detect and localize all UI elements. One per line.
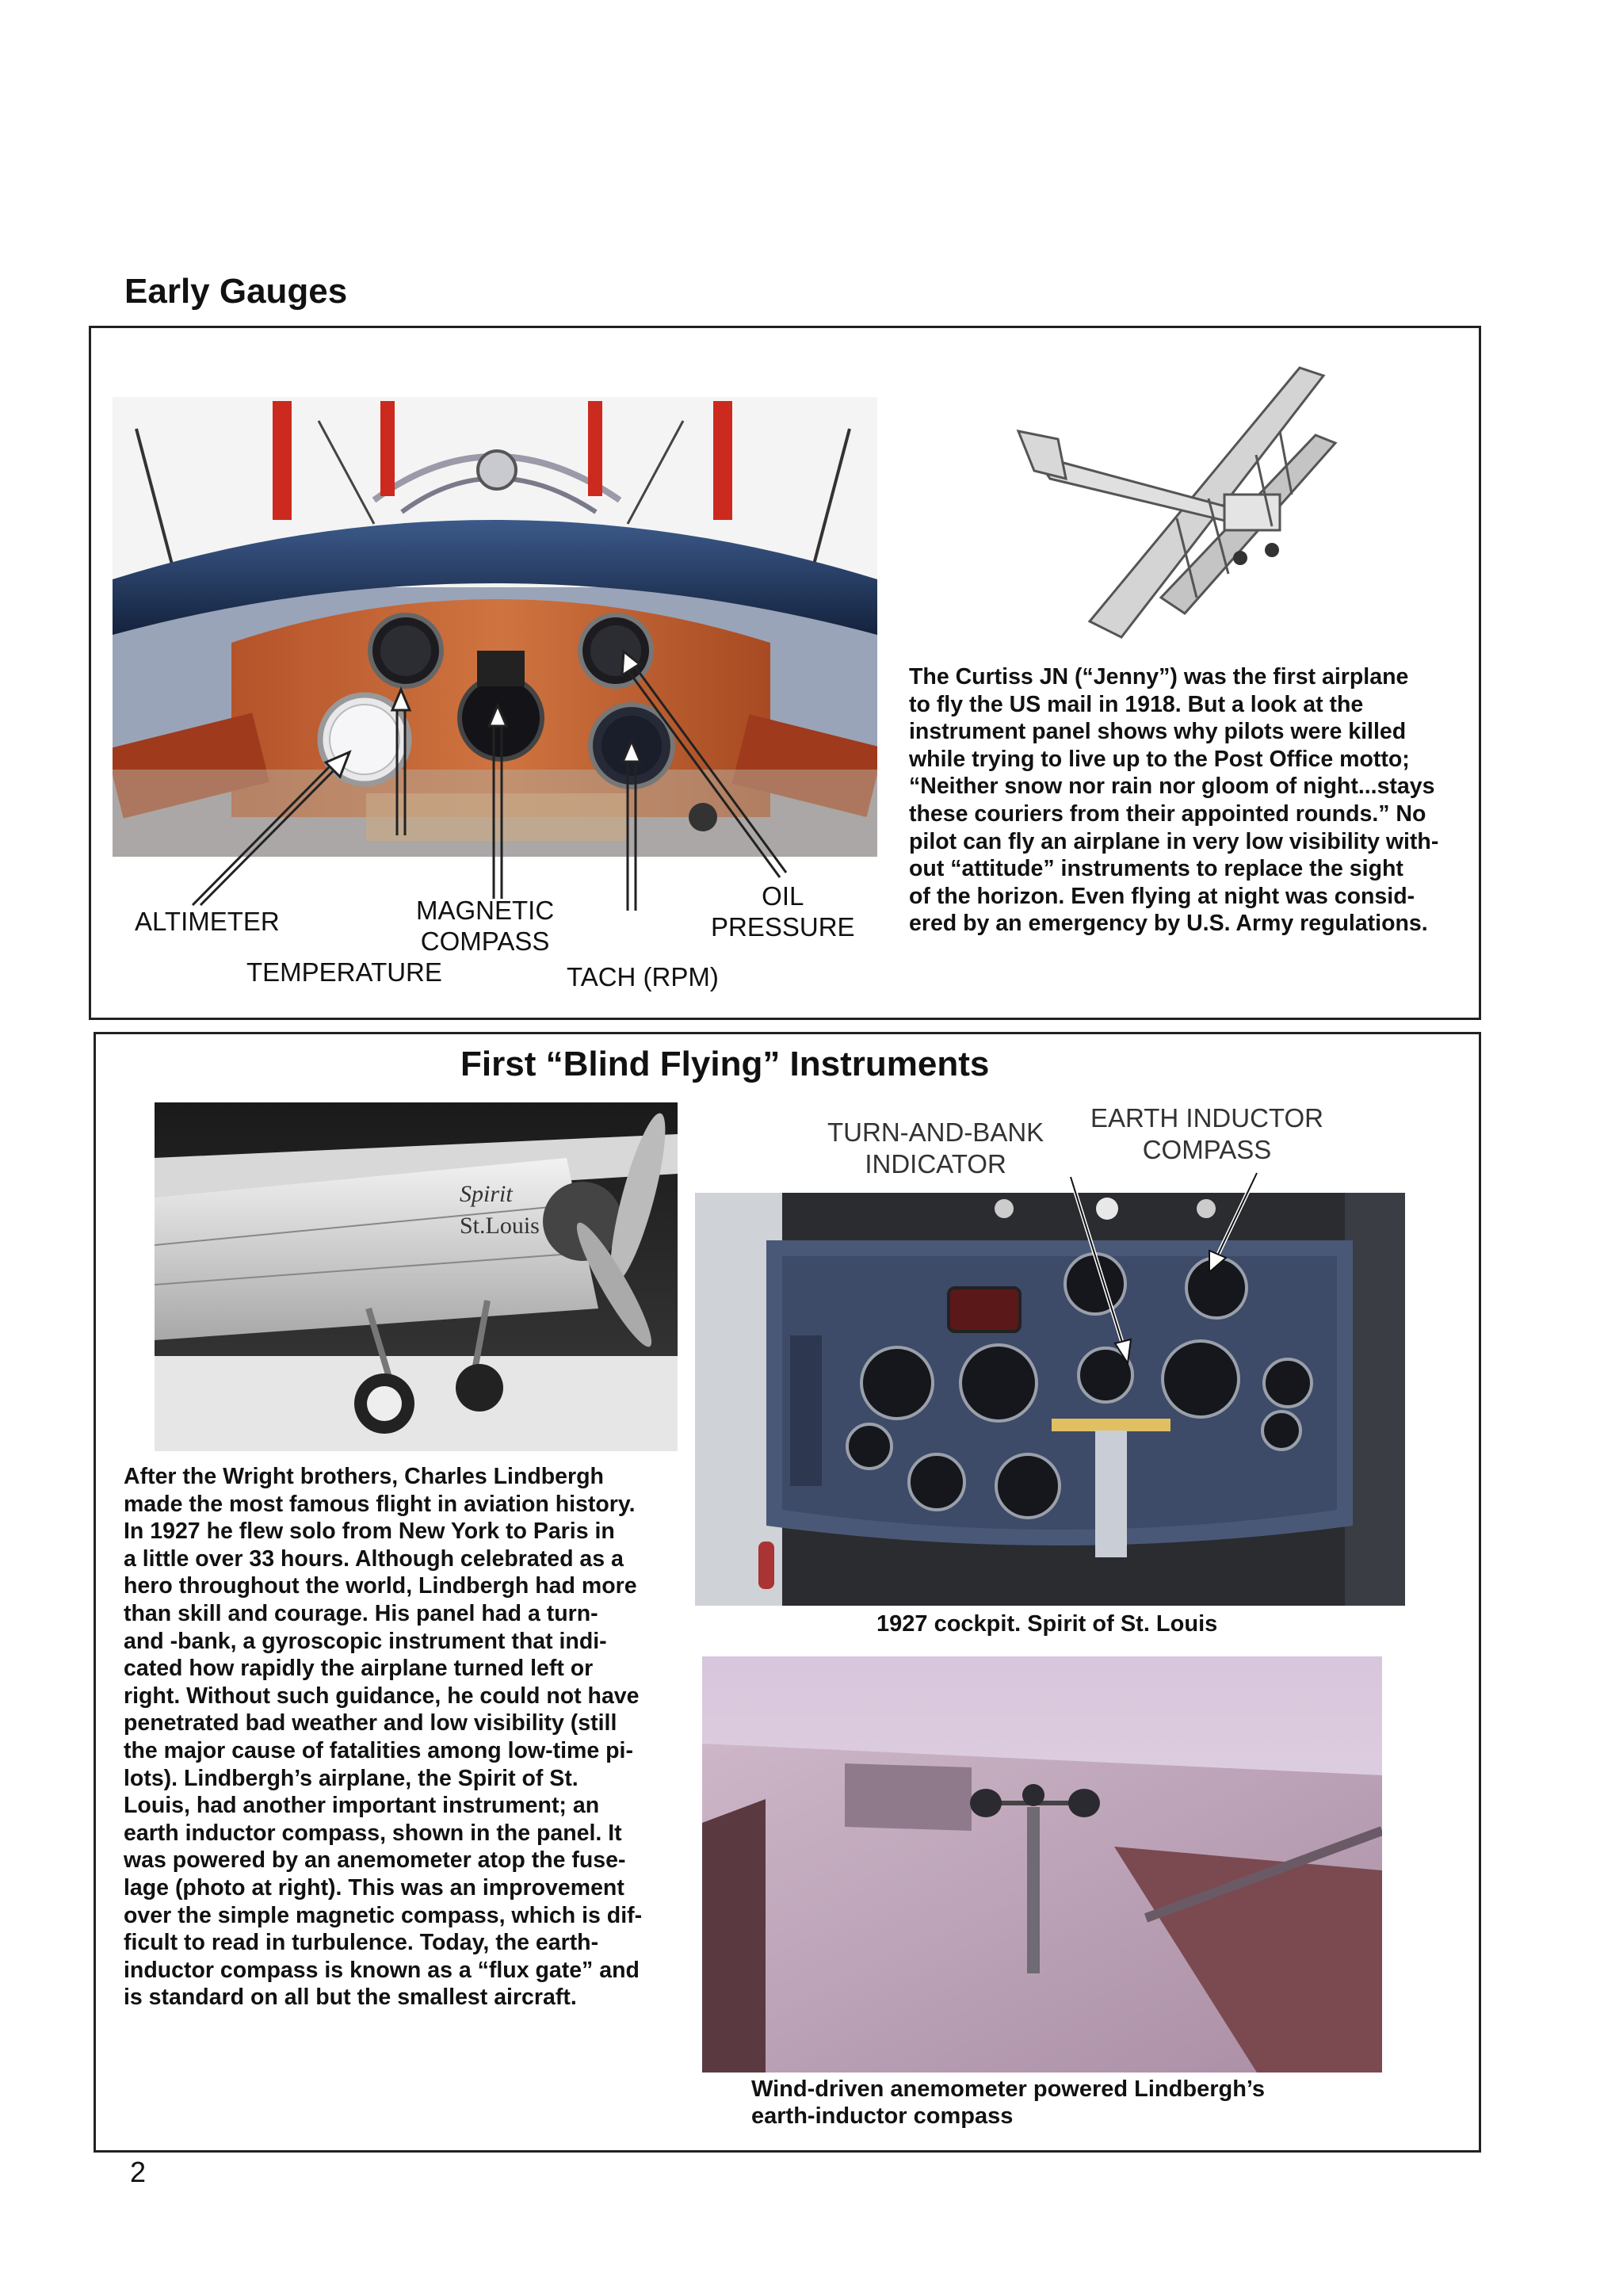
lindbergh-text-line: lage (photo at right). This was an improvement [124,1874,624,1901]
jenny-text-line: The Curtiss JN (“Jenny”) was the first airplane [909,664,1409,690]
label-turn-and-bank-line1: TURN-AND-BANK [827,1117,1044,1147]
fuselage-text-spirit: Spirit [460,1181,513,1207]
caption-anemometer-line2: earth-inductor compass [751,2103,1014,2129]
lindbergh-text-line: than skill and courage. His panel had a turn- [124,1600,598,1626]
label-oil-pressure [711,881,855,942]
lindbergh-text-line: lots). Lindbergh’s airplane, the Spirit of St. [124,1765,579,1791]
label-earth-inductor-line2: COMPASS [1142,1135,1272,1164]
section-title-early-gauges: Early Gauges [124,272,348,311]
lindbergh-text-line: After the Wright brothers, Charles Lindbergh [124,1464,604,1489]
jenny-text-line: out “attitude” instruments to replace the sight [909,856,1403,882]
caption-anemometer [751,2076,1265,2130]
label-oil-pressure-line2: PRESSURE [711,912,855,942]
label-magnetic-compass-line2: COMPASS [420,926,550,956]
lindbergh-text-line: a little over 33 hours. Although celebrated as a [124,1545,624,1572]
anemometer-photo [702,1656,1382,2073]
label-oil-pressure-line1: OIL [762,881,804,911]
jenny-paragraph [909,663,1456,938]
lindbergh-text-line: hero throughout the world, Lindbergh had more [124,1573,637,1599]
lindbergh-text-line: the major cause of fatalities among low-time pi- [124,1737,633,1763]
jenny-text-line: these couriers from their appointed rounds.” No [909,800,1426,827]
lindbergh-text-line: made the most famous flight in aviation history. [124,1491,636,1517]
lindbergh-paragraph [124,1463,681,2011]
label-altimeter: ALTIMETER [135,907,280,936]
blind-flying-box [94,1032,1481,2153]
lindbergh-text-line: earth inductor compass, shown in the panel. It [124,1820,622,1846]
lindbergh-text-line: Louis, had another important instrument; an [124,1793,600,1819]
lindbergh-text-line: and -bank, a gyroscopic instrument that indi- [124,1628,607,1654]
label-earth-inductor-compass [1090,1102,1323,1166]
section-title-blind-flying: First “Blind Flying” Instruments [460,1045,990,1083]
lindbergh-text-line: right. Without such guidance, he could not have [124,1683,640,1709]
label-magnetic-compass-line1: MAGNETIC [416,896,555,925]
early-gauges-box [89,326,1481,1020]
lindbergh-text-line: over the simple magnetic compass, which is dif- [124,1902,643,1928]
jenny-text-line: ered by an emergency by U.S. Army regulations. [909,911,1428,937]
curtiss-jenny-photo [1002,360,1359,645]
jenny-text-line: to fly the US mail in 1918. But a look at the [909,691,1364,717]
label-magnetic-compass [416,895,554,957]
lindbergh-text-line: In 1927 he flew solo from New York to Paris in [124,1519,615,1545]
jenny-text-line: while trying to live up to the Post Office motto; [909,746,1410,772]
label-earth-inductor-line1: EARTH INDUCTOR [1090,1103,1323,1133]
lindbergh-text-line: ficult to read in turbulence. Today, the earth- [124,1930,599,1956]
lindbergh-text-line: cated how rapidly the airplane turned left or [124,1656,594,1682]
lindbergh-text-line: was powered by an anemometer atop the fuse- [124,1847,626,1874]
label-tach: TACH (RPM) [567,962,719,991]
jenny-text-line: of the horizon. Even flying at night was consid- [909,883,1415,909]
label-turn-and-bank-indicator [827,1117,1044,1180]
page-number: 2 [130,2156,147,2188]
jenny-text-line: “Neither snow nor rain nor gloom of night...stays [909,774,1435,800]
caption-1927-cockpit: 1927 cockpit. Spirit of St. Louis [876,1611,1218,1637]
early-gauges-callout-lines [91,328,884,930]
label-temperature: TEMPERATURE [246,957,442,987]
spirit-of-st-louis-photo [155,1102,678,1451]
caption-anemometer-line1: Wind-driven anemometer powered Lindbergh’s [751,2076,1266,2102]
label-turn-and-bank-line2: INDICATOR [865,1149,1006,1179]
lindbergh-text-line: penetrated bad weather and low visibility (still [124,1710,617,1736]
lindbergh-text-line: inductor compass is known as a “flux gate” and [124,1957,640,1983]
jenny-text-line: pilot can fly an airplane in very low visibility with- [909,828,1439,854]
cockpit-callout-lines [1031,1169,1300,1383]
fuselage-text-st-louis: St.Louis [460,1213,540,1239]
jenny-text-line: instrument panel shows why pilots were killed [909,719,1407,745]
lindbergh-text-line: is standard on all but the smallest aircraft. [124,1985,577,2011]
